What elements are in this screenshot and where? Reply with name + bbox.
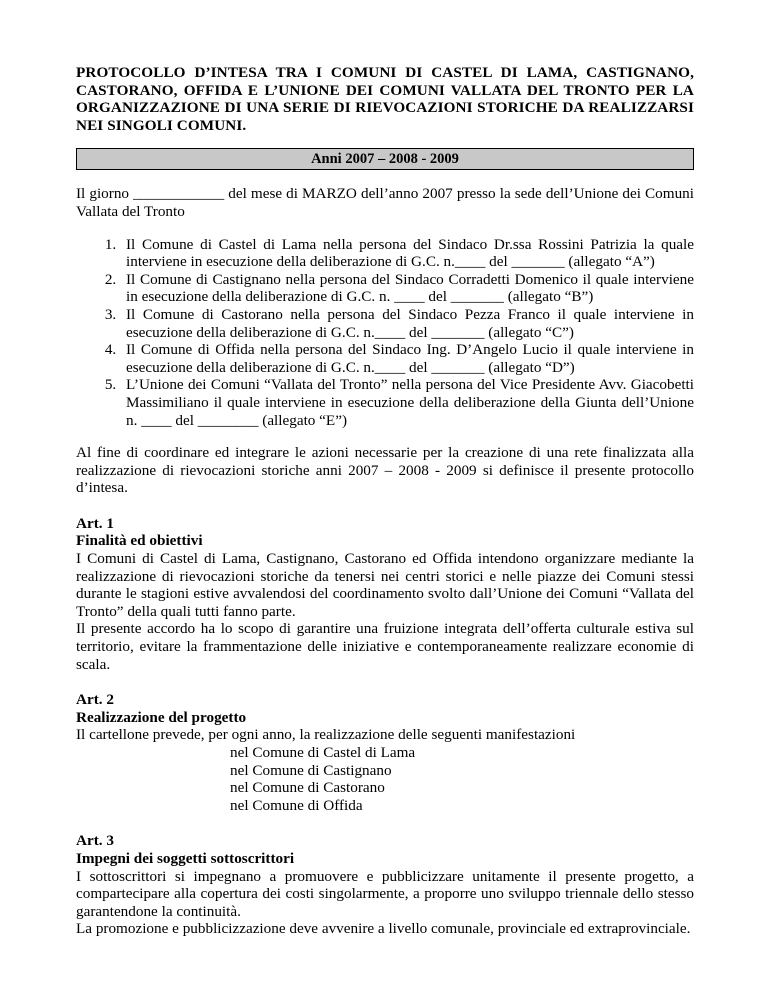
years-banner <box>76 148 694 170</box>
art3-heading: Art. 3 <box>76 832 114 850</box>
list-item: 2. Il Comune di Castignano nella persona del Sindaco Corradetti Domenico il quale interviene in esecuzione della deliberazione di G.C. n. ____ del _______ (allegato “B”) <box>120 271 694 306</box>
list-item: 3. Il Comune di Castorano nella persona del Sindaco Pezza Franco il quale interviene in esecuzione della deliberazione di G.C. n.____ del _______ (allegato “C”) <box>120 306 694 341</box>
town-item: nel Comune di Offida <box>230 796 363 814</box>
list-item: 5. L’Unione dei Comuni “Vallata del Tronto” nella persona del Vice Presidente Avv. Giacobetti Massimiliano il quale interviene in esecuzione della deliberazione della Giunta dell’Unione n. ____ del ________ (allegato “E”) <box>120 376 694 429</box>
intro-paragraph: Il giorno ____________ del mese di MARZO dell’anno 2007 presso la sede dell’Unione dei Comuni Vallata del Tronto <box>76 185 694 220</box>
document-page <box>76 64 694 938</box>
art1-heading: Art. 1 <box>76 514 114 532</box>
list-item: 4. Il Comune di Offida nella persona del Sindaco Ing. D’Angelo Lucio il quale interviene in esecuzione della deliberazione di G.C. n.____ del _______ (allegato “D”) <box>120 341 694 376</box>
art3-paragraph-1: I sottoscrittori si impegnano a promuovere e pubblicizzare unitamente il presente progetto, a compartecipare alla copertura dei costi singolarmente, a proporre uno sviluppo triennale dello stesso garantendone la continuità. <box>76 867 694 920</box>
art2-heading: Art. 2 <box>76 691 114 709</box>
town-item: nel Comune di Castignano <box>230 761 392 779</box>
years-banner-text: Anni 2007 – 2008 - 2009 <box>311 150 459 167</box>
art1-paragraph-2: Il presente accordo ha lo scopo di garantire una fruizione integrata dell’offerta culturale estiva sul territorio, evitare la frammentazione delle iniziative e contemporaneamente realizzare economie di scala. <box>76 620 694 673</box>
preamble-paragraph: Al fine di coordinare ed integrare le azioni necessarie per la creazione di una rete finalizzata alla realizzazione di rievocazioni storiche anni 2007 – 2008 - 2009 si definisce il presente protocollo d’intesa. <box>76 444 694 497</box>
art2-paragraph-1: Il cartellone prevede, per ogni anno, la realizzazione delle seguenti manifestazioni <box>76 726 576 744</box>
document-title: PROTOCOLLO D’INTESA TRA I COMUNI DI CASTEL DI LAMA, CASTIGNANO, CASTORANO, OFFIDA E L’UNIONE DEI COMUNI VALLATA DEL TRONTO PER LA ORGANIZZAZIONE DI UNA SERIE DI RIEVOCAZIONI STORICHE DA REALIZZARSI NEI SINGOLI COMUNI. <box>76 64 694 134</box>
art2-subheading: Realizzazione del progetto <box>76 708 247 726</box>
art1-paragraph-1: I Comuni di Castel di Lama, Castignano, Castorano ed Offida intendono organizzare mediante la realizzazione di rievocazioni storiche da tenersi nei centri storici e nelle piazze dei Comuni stessi durante le stagioni estive avvalendosi del coordinamento svolto dall’Unione dei Comuni “Vallata del Tronto” della quali tutti fanno parte. <box>76 550 694 620</box>
town-item: nel Comune di Castorano <box>230 779 385 797</box>
parties-list <box>76 236 694 430</box>
art1-subheading: Finalità ed obiettivi <box>76 532 203 550</box>
art3-subheading: Impegni dei soggetti sottoscrittori <box>76 849 295 867</box>
town-item: nel Comune di Castel di Lama <box>230 744 416 761</box>
art3-paragraph-2: La promozione e pubblicizzazione deve avvenire a livello comunale, provinciale ed extraprovinciale. <box>76 920 691 938</box>
list-item: 1. Il Comune di Castel di Lama nella persona del Sindaco Dr.ssa Rossini Patrizia la quale interviene in esecuzione della deliberazione di G.C. n.____ del _______ (allegato “A”) <box>120 236 694 271</box>
